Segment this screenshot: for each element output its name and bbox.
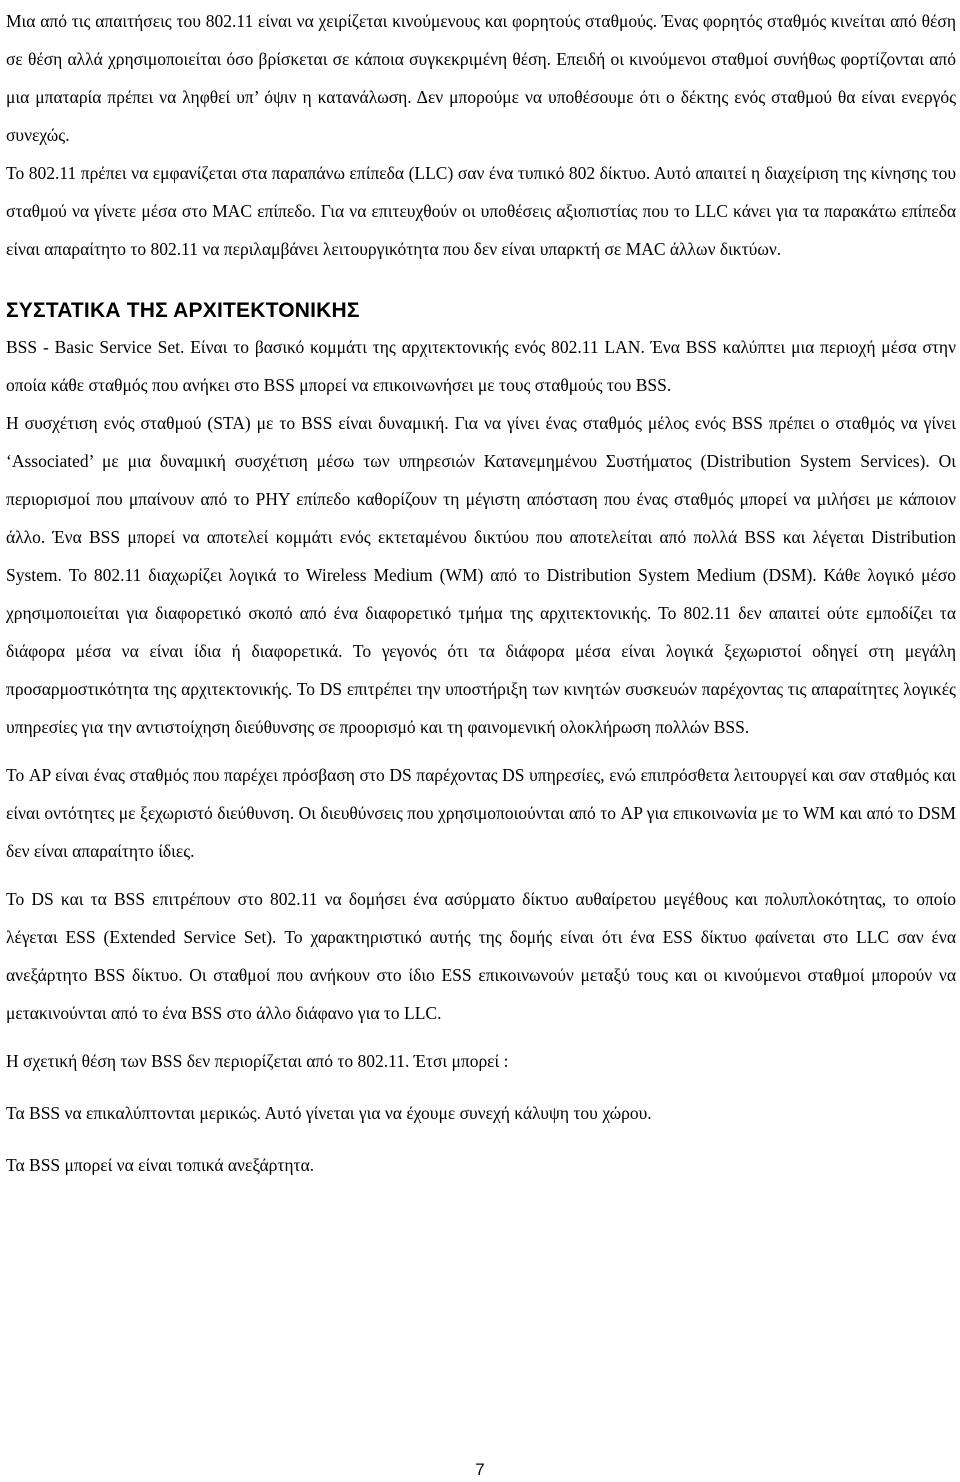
paragraph-llc-requirements: Το 802.11 πρέπει να εμφανίζεται στα παραπάνω επίπεδα (LLC) σαν ένα τυπικό 802 δίκτυο. Αυτό απαιτεί η διαχείριση της κίνησης του σταθμού να γίνετε μέσα στο MAC επίπεδο. Για να επιτευχθούν οι υποθέσεις αξιοπιστίας που το LLC κάνει για τα παρακάτω επίπεδα είναι απαραίτητο το 802.11 να περιλαμβάνει λειτουργικότητα που δεν είναι υπαρκτή σε MAC άλλων δικτύων. (6, 163, 956, 259)
paragraph-bss-independent: Τα BSS μπορεί να είναι τοπικά ανεξάρτητα. (6, 1155, 315, 1175)
section-heading-architecture: ΣΥΣΤΑΤΙΚΑ ΤΗΣ ΑΡΧΙΤΕΚΤΟΝΙΚΗΣ (6, 299, 360, 322)
paragraph-mobile-stations: Μια από τις απαιτήσεις του 802.11 είναι να χειρίζεται κινούμενους και φορητούς σταθμούς. Ένας φορητός σταθμός κινείται από θέση σε θέση αλλά χρησιμοποιείται όσο βρίσκεται σε κάποια συγκεκριμένη θέση. Επειδή οι κινούμενοι σταθμοί συνήθως φορτίζονται από μια μπαταρία πρέπει να ληφθεί υπ’ όψιν η κατανάλωση. Δεν μπορούμε να υποθέσουμε ότι ο δέκτης ενός σταθμού θα είναι ενεργός συνεχώς. (6, 11, 956, 145)
paragraph-bss-overlap: Τα BSS να επικαλύπτονται μερικώς. Αυτό γίνεται για να έχουμε συνεχή κάλυψη του χώρου. (6, 1103, 652, 1123)
paragraph-bss-position: Η σχετική θέση των BSS δεν περιορίζεται από το 802.11. Έτσι μπορεί : (6, 1051, 509, 1071)
paragraph-sta-association: Η συσχέτιση ενός σταθμού (STA) με το BSS είναι δυναμική. Για να γίνει ένας σταθμός μέλος ενός BSS πρέπει ο σταθμός να γίνει ‘Associated’ με μια δυναμική συσχέτιση μέσω των υπηρεσιών Κατανεμημένου Συστήματος (Distribution System Services). Οι περιορισμοί που μπαίνουν από το PHY επίπεδο καθορίζουν τη μέγιστη απόσταση που ένας σταθμός μπορεί να μιλήσει με κάποιον άλλο. Ένα BSS μπορεί να αποτελεί κομμάτι ενός εκτεταμένου δικτύου που αποτελείται από πολλά BSS και λέγεται Distribution System. Το 802.11 διαχωρίζει λογικά το Wireless Medium (WM) από το Distribution System Medium (DSM). Κάθε λογικό μέσο χρησιμοποιείται για διαφορετικό σκοπό από ένα διαφορετικό τμήμα της αρχιτεκτονικής. Το 802.11 δεν απαιτεί ούτε εμποδίζει τα διάφορα μέσα να είναι ίδια ή διαφορετικά. Το γεγονός ότι τα διάφορα μέσα είναι λογικά ξεχωριστοί οδηγεί στη μεγάλη προσαρμοστικότητα της αρχιτεκτονικής. Το DS επιτρέπει την υποστήριξη των κινητών συσκευών παρέχοντας τις απαραίτητες λογικές υπηρεσίες για την αντιστοίχηση διεύθυνσης σε προορισμό και τη φαινομενική ολοκλήρωση πολλών BSS. (6, 413, 956, 737)
paragraph-bss-definition: BSS - Basic Service Set. Είναι το βασικό κομμάτι της αρχιτεκτονικής ενός 802.11 LAN. Ένα BSS καλύπτει μια περιοχή μέσα στην οποία κάθε σταθμός που ανήκει στο BSS μπορεί να επικοινωνήσει με τους σταθμούς του BSS. (6, 337, 956, 395)
document-page (6, 2, 956, 1184)
paragraph-ess: Το DS και τα BSS επιτρέπουν στο 802.11 να δομήσει ένα ασύρματο δίκτυο αυθαίρετου μεγέθους και πολυπλοκότητας, το οποίο λέγεται ESS (Extended Service Set). Το χαρακτηριστικό αυτής της δομής είναι ότι ένα ESS δίκτυο φαίνεται στο LLC σαν ένα ανεξάρτητο BSS δίκτυο. Οι σταθμοί που ανήκουν στο ίδιο ESS επικοινωνούν μεταξύ τους και οι κινούμενοι σταθμοί μπορούν να μετακινούνται από το ένα BSS στο άλλο διάφανο για το LLC. (6, 889, 956, 1023)
paragraph-access-point: Το AP είναι ένας σταθμός που παρέχει πρόσβαση στο DS παρέχοντας DS υπηρεσίες, ενώ επιπρόσθετα λειτουργεί και σαν σταθμός και είναι οντότητες με ξεχωριστό διεύθυνση. Οι διευθύνσεις που χρησιμοποιούνται από το AP για επικοινωνία με το WM και από το DSM δεν είναι απαραίτητο ίδιες. (6, 765, 956, 861)
page-number: 7 (475, 1460, 485, 1479)
